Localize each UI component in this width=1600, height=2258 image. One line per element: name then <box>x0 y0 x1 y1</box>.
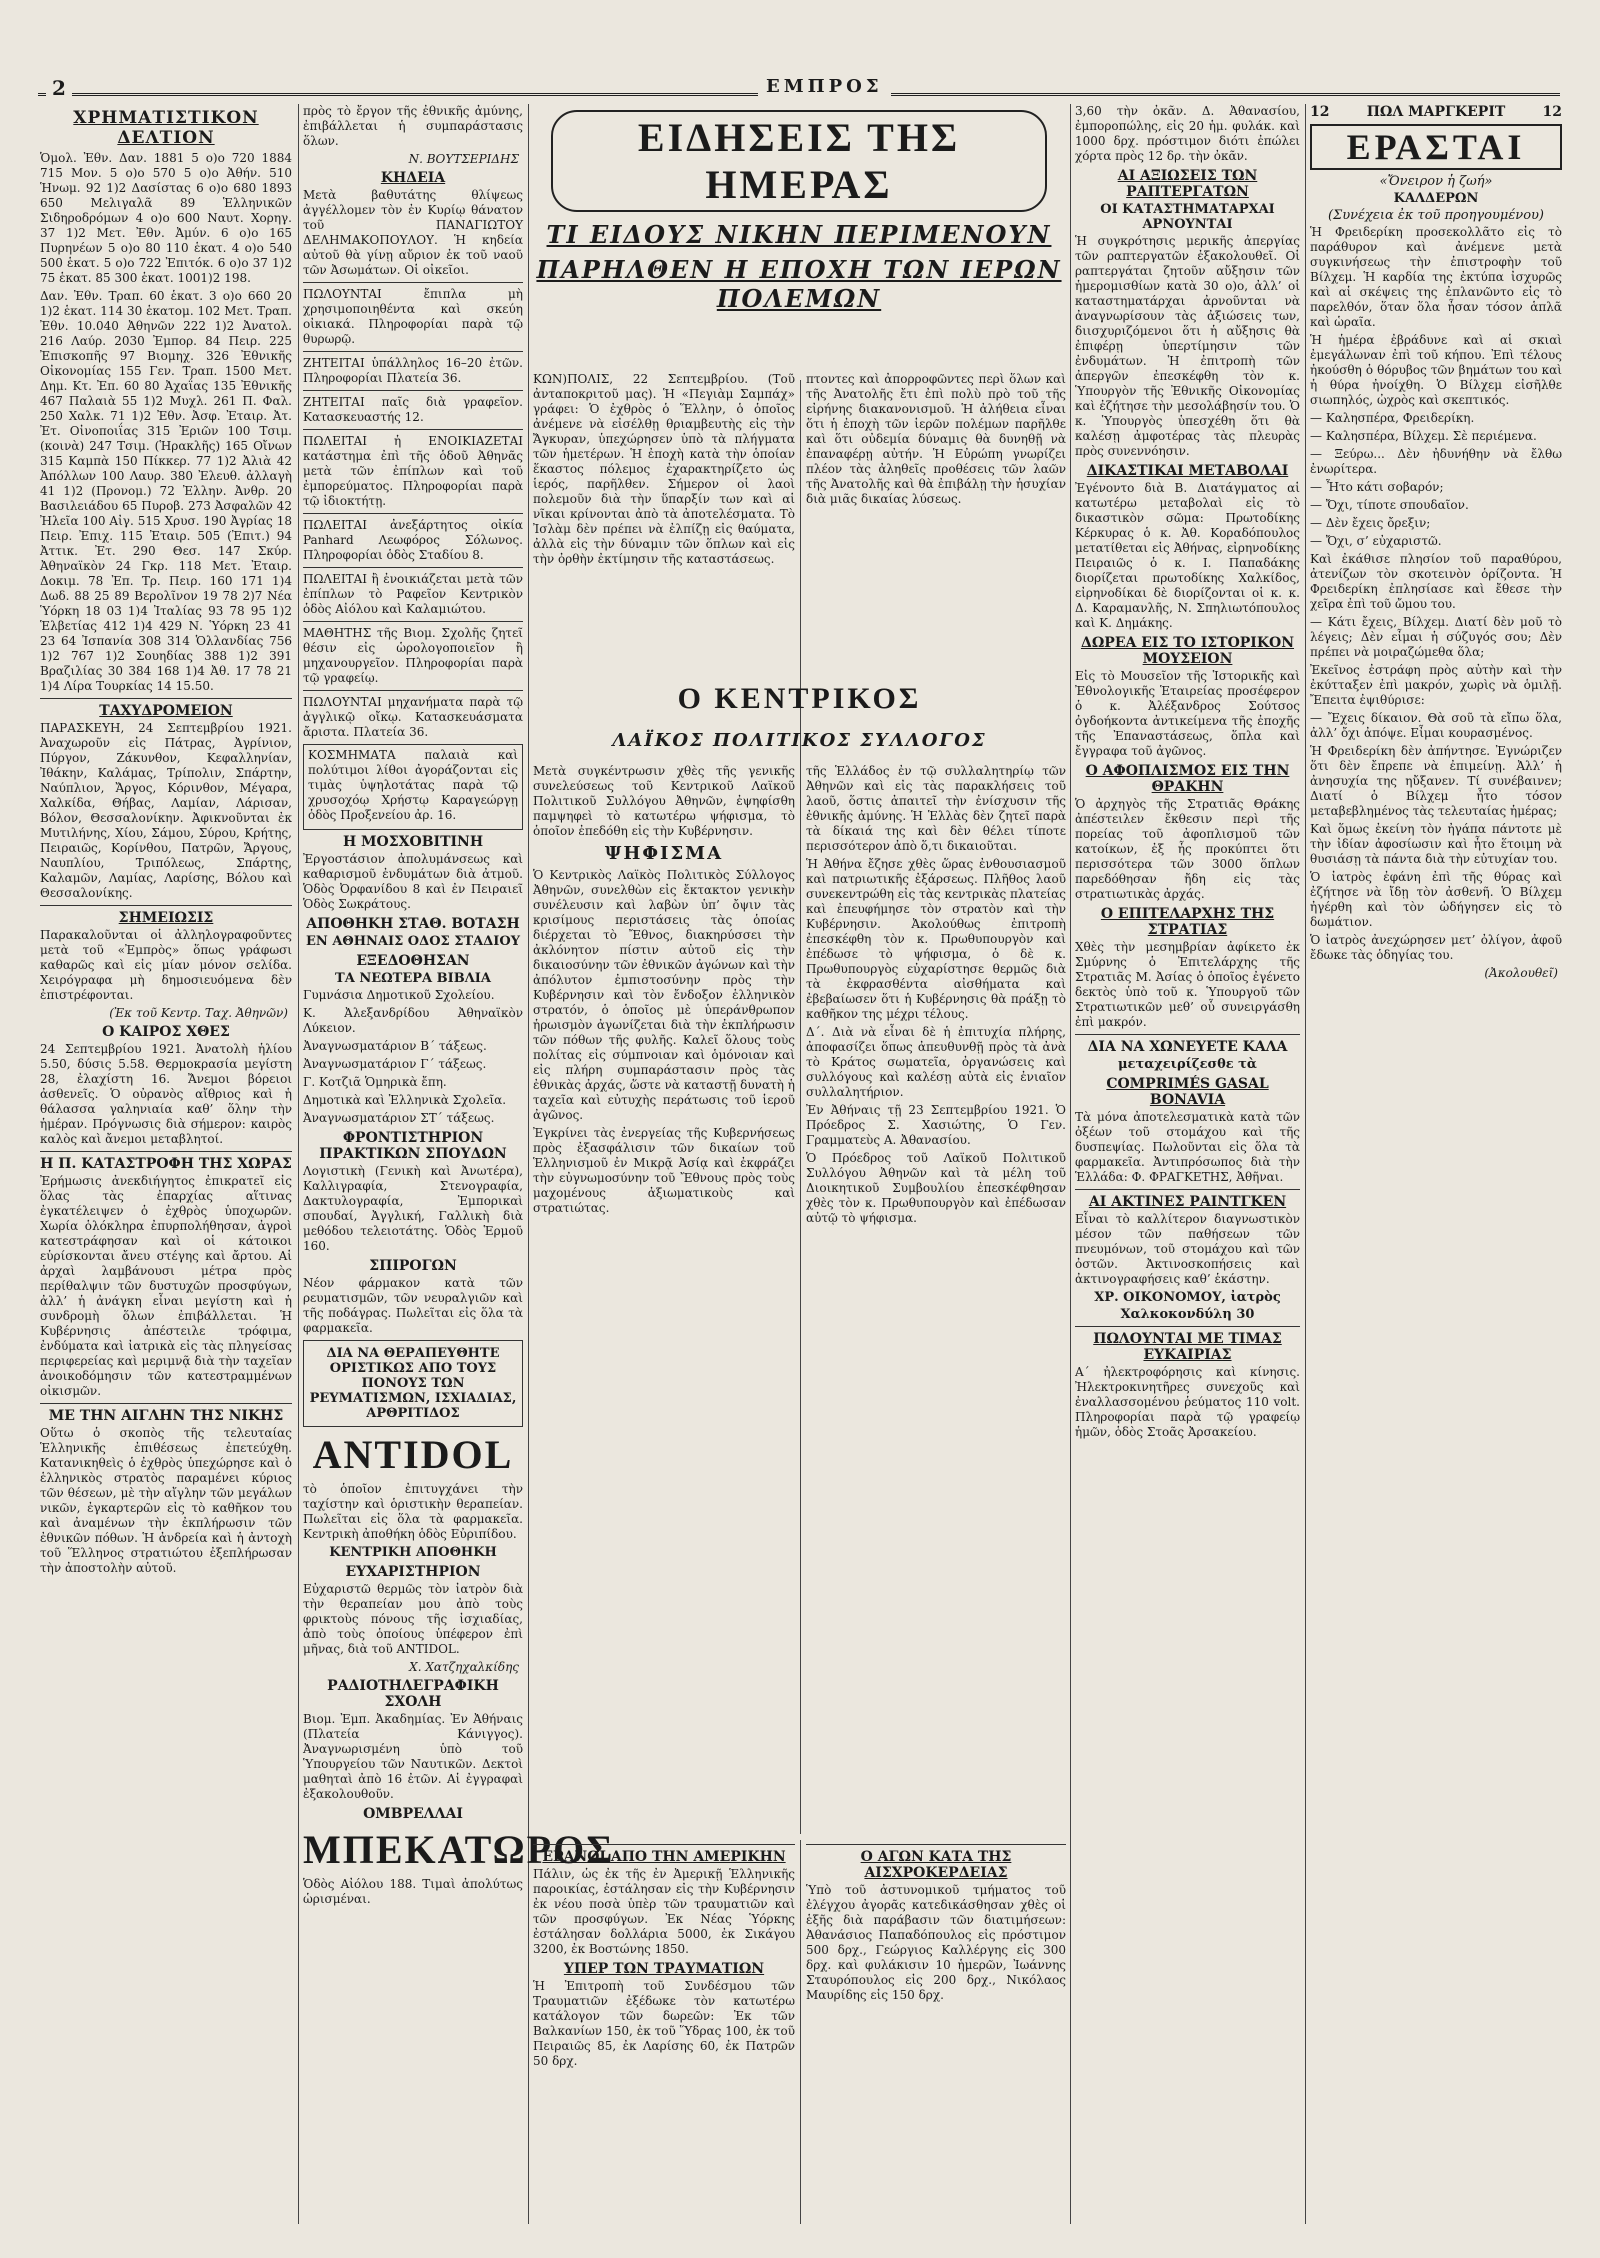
article-text: πτοντες καὶ ἀπορροφῶντες περὶ ὅλων καὶ τῆς Ἀνατολῆς ἔτι ἐπὶ πολὺ πρὸ τοῦ τῆς εἰρήνης διακανονισμοῦ. Ἡ ἀλήθεια εἶναι ὅτι ἡ ἐποχὴ τῶν ἱερῶν πολέμων παρῆλθε καὶ ὅτι οὐδεμία δύναμις θὰ δυνηθῇ νὰ ἐπαναφέρῃ αὐτήν. Ἡ Εὐρώπη γνωρίζει πλέον τὰς ἀληθεῖς προθέσεις τῶν λαῶν τῆς Ἀνατολῆς καὶ θὰ ἐπιβάλῃ τὴν ἡσυχίαν διὰ μιᾶς δικαίας λύσεως. <box>806 372 1066 506</box>
signature: Ν. ΒΟΥΤΣΕΡΙΔΗΣ <box>408 152 519 166</box>
article-text: ΚΩΝ)ΠΟΛΙΣ, 22 Σεπτεμβρίου. (Τοῦ ἀνταποκριτοῦ μας). Ἡ «Πεγιὰμ Σαμπάχ» γράφει: Ὁ ἐχθρὸς ὁ Ἕλλην, ὁ ὁποῖος ἀνέμενε νὰ εἰσέλθῃ θριαμβευτὴς εἰς τὴν Ἄγκυραν, ὑπεχώρησεν ὑπὸ τὰ πλήγματα τῶν ἡμετέρων. Ἡ ἐποχὴ κατὰ τὴν ὁποίαν ἕκαστος πόλεμος ἐχαρακτηρίζετο ὡς ἱερός, παρῆλθεν. Σήμερον οἱ λαοὶ πολεμοῦν διὰ τὴν ὕπαρξίν των καὶ αἱ νῖκαι κρίνονται ἀπὸ τὰ ἀποτελέσματα. Τὸ Ἰσλὰμ δὲν πρέπει νὰ ἐλπίζῃ εἰς θαύματα, ἀλλὰ εἰς τὴν δύναμιν τῶν ὅπλων καὶ εἰς τὴν ὀρθὴν ἐκτίμησιν τῆς καταστάσεως. <box>533 372 795 566</box>
headline-central-store: ΚΕΝΤΡΙΚΗ ΑΠΟΘΗΚΗ <box>329 1545 497 1560</box>
ad-text: Α΄ ἠλεκτροφόρησις καὶ κίνησις. Ἠλεκτροκινητῆρες συνεχοῦς καὶ ἐναλλασσομένου ῥεύματος 110 volt. Πληροφορίαι παρὰ τῷ γραφείῳ ἡμῶν, ὁδὸς Στοᾶς Ἀρσακείου. <box>1075 1365 1300 1439</box>
book-item: Γυμνάσια Δημοτικοῦ Σχολείου. <box>303 988 495 1002</box>
divider <box>303 690 523 691</box>
antidol-brand: ANTIDOL <box>312 1432 514 1477</box>
address-line: ΕΝ ΑΘΗΝΑΙΣ ΟΔΟΣ ΣΤΑΔΙΟΥ <box>306 934 520 949</box>
classified-ad: ΖΗΤΕΙΤΑΙ παῖς διὰ γραφεῖον. Κατασκευαστής 12. <box>303 395 523 424</box>
headline-moschovitini: Η ΜΟΣΧΟΒΙΤΙΝΗ <box>342 834 484 850</box>
subheadline-new-books: ΤΑ ΝΕΩΤΕΡΑ ΒΙΒΛΙΑ <box>335 971 491 986</box>
club-header <box>533 676 1066 728</box>
article-text: Πάλιν, ὡς ἐκ τῆς ἐν Ἀμερικῇ Ἑλληνικῆς παροικίας, ἐστάλησαν εἰς τὴν Κυβέρνησιν ἐκ νέου ποσὰ ὑπὲρ τῶν τραυματιῶν καὶ τῶν προσφύγων. Ἐκ Νέας Ὑόρκης ἐστάλησαν δολλάρια 5000, ἐκ Σικάγου 3200, ἐκ Βοστώνης 1850. <box>533 1867 795 1956</box>
headline-xrays: ΑΙ ΑΚΤΙΝΕΣ ΡΑΙΝΤΓΚΕΝ <box>1088 1194 1287 1210</box>
divider <box>303 567 523 568</box>
serial-continuation: (Συνέχεια ἐκ τοῦ προηγουμένου) <box>1327 208 1545 223</box>
banner-title: ΕΙΔΗΣΕΙΣ ΤΗΣ ΗΜΕΡΑΣ <box>551 110 1047 212</box>
serial-to-be-continued: (Ἀκολουθεῖ) <box>1484 966 1558 980</box>
classified-ad: ΠΩΛΕΙΤΑΙ ἀνεξάρτητος οἰκία Panhard Λεωφόρος Σόλωνος. Πληροφορίαι ὁδὸς Σταδίου 8. <box>303 518 523 562</box>
headline-glory-of-victory: ΜΕ ΤΗΝ ΑΙΓΛΗΝ ΤΗΣ ΝΙΚΗΣ <box>48 1408 284 1424</box>
bekatoros-brand: ΜΠΕΚΑΤΩΡΟΣ <box>303 1827 615 1872</box>
page-number: 2 <box>46 76 72 100</box>
headline-digestion: ΔΙΑ ΝΑ ΧΩΝΕΥΕΤΕ ΚΑΛΑ <box>1087 1039 1288 1055</box>
book-item: Ἀναγνωσματάριον Γ΄ τάξεως. <box>303 1057 487 1071</box>
doctor-name: ΧΡ. ΟΙΚΟΝΟΜΟΥ, ἰατρὸς <box>1094 1290 1281 1305</box>
column-rule <box>1305 104 1306 2224</box>
divider <box>303 513 523 514</box>
signature: Χ. Χατζηχαλκίδης <box>409 1660 519 1674</box>
headline-america-donations: ΕΡΑΝΟΙ ΑΠΟ ΤΗΝ ΑΜΕΡΙΚΗΝ <box>542 1849 786 1865</box>
article-text: Ὁ Κεντρικὸς Λαϊκὸς Πολιτικὸς Σύλλογος Ἀθηνῶν, συνελθὼν εἰς ἔκτακτον γενικὴν συνέλευσιν καὶ λαβὼν ὑπ’ ὄψιν τὰς κρισίμους περιστάσεις τὰς ὁποίας διέρχεται τὸ Ἔθνος, διακηρύσσει τὴν ἀκλόνητον πίστιν αὐτοῦ εἰς τὴν δικαιοσύνην τῶν ἐθνικῶν ἀγώνων καὶ τὴν ἀπόλυτον ἐμπιστοσύνην πρὸς τὴν Κυβέρνησιν καὶ τὸν ἔνδοξον ἑλληνικὸν στρατόν, ὁ ὁποῖος μὲ ὑπεράνθρωπον ἡρωισμὸν ἀγωνίζεται διὰ τὴν ἐκπλήρωσιν τῶν πόθων τῆς φυλῆς. Καλεῖ ὅλους τοὺς πολίτας εἰς σύμπνοιαν καὶ ὁμόνοιαν καὶ εἰς πλήρη συμπαράστασιν πρὸς τὰς ἐθνικὰς ἀρχάς, ὥστε νὰ καταστῇ δυνατὴ ἡ ταχεῖα καὶ εὐτυχὴς περάτωσις τοῦ ἱεροῦ ἀγῶνος. <box>533 868 795 1122</box>
headline-funeral: ΚΗΔΕΙΑ <box>380 170 446 186</box>
ad-text: Νέον φάρμακον κατὰ τῶν ρευματισμῶν, τῶν νευραλγιῶν καὶ τῆς ποδάγρας. Πωλεῖται εἰς ὅλα τὰ φαρμακεῖα. <box>303 1276 523 1335</box>
column-rule <box>1070 104 1071 2224</box>
headline-practical-studies: ΦΡΟΝΤΙΣΤΗΡΙΟΝ ΠΡΑΚΤΙΚΩΝ ΣΠΟΥΔΩΝ <box>319 1130 507 1162</box>
serial-dialogue: — Καλησπέρα, Φρειδερίκη. <box>1310 411 1475 425</box>
article-text: Ὁ ἀρχηγὸς τῆς Στρατιᾶς Θράκης ἀπέστειλεν ἔκθεσιν περὶ τῆς πορείας τοῦ ἀφοπλισμοῦ τῶν κατοίκων, ἐξ ἧς προκύπτει ὅτι περισσότερα τῶν 3000 ὅπλων παρεδόθησαν ἤδη εἰς τὰς στρατιωτικὰς ἀρχάς. <box>1075 797 1300 901</box>
headline-stock-bulletin: ΧΡΗΜΑΤΙΣΤΙΚΟΝ ΔΕΛΤΙΟΝ <box>73 108 259 148</box>
serial-title: ΕΡΑΣΤΑΙ <box>1310 124 1562 170</box>
ad-text: Ἐργοστάσιον ἀπολυμάνσεως καὶ καθαρισμοῦ ἐνδυμάτων διὰ ἀτμοῦ. Ὁδὸς Ὀρφανίδου 8 καὶ ἐν Πειραιεῖ Ὁδὸς Σωκράτους. <box>303 852 523 911</box>
classified-ad: ΠΩΛΕΙΤΑΙ ἡ ΕΝΟΙΚΙΑΖΕΤΑΙ κατάστημα ἐπὶ τῆς ὁδοῦ Ἀθηνᾶς μετὰ τῶν ἐπίπλων καὶ τοῦ ἐμπορεύματος. Πληροφορίαι παρὰ τῷ ἰδιοκτήτῃ. <box>303 434 523 508</box>
headline-umbrellas: ΟΜΒΡΕΛΛΑΙ <box>363 1806 463 1822</box>
headline-judicial-changes: ΔΙΚΑΣΤΙΚΑΙ ΜΕΤΑΒΟΛΑΙ <box>1086 463 1289 479</box>
headline-published: ΕΞΕΔΟΘΗΣΑΝ <box>356 953 470 969</box>
banner-headline-holy-wars: ΠΑΡΗΛΘΕΝ Η ΕΠΟΧΗ ΤΩΝ ΙΕΡΩΝ ΠΟΛΕΜΩΝ <box>536 255 1062 313</box>
divider <box>303 621 523 622</box>
serial-text: Ὁ ἰατρὸς ἐφάνη ἐπὶ τῆς θύρας καὶ ἐζήτησε νὰ ἴδῃ τὸν ἀσθενῆ. Ὁ Βίλχεμ ἠγέρθη καὶ τὸν ὡδήγησεν εἰς τὸ δωμάτιον. <box>1310 870 1562 929</box>
serial-text: Ἐκεῖνος ἐστράφη πρὸς αὐτὴν καὶ τὴν ἐκύτταξεν ἐπὶ μακρόν, χωρὶς νὰ ὁμιλῇ. Ἔπειτα ἐψιθύρισε: <box>1310 663 1562 707</box>
news-of-the-day-banner <box>531 104 1067 364</box>
serial-text: Ὁ ἰατρὸς ἀνεχώρησεν μετ’ ὀλίγον, ἀφοῦ ἔδωκε τὰς ὁδηγίας του. <box>1310 933 1562 962</box>
serial-text: Ἡ Φρειδερίκη δὲν ἀπήντησε. Ἐγνώριζεν ὅτι δὲν ἔπρεπε νὰ ἐπιμείνῃ. Ἀλλ’ ἡ ἀνησυχία της ηὔξανεν. Τί συνέβαινεν; Διατί ὁ Βίλχεμ ἦτο τόσον μεταβεβλημένος τὰς τελευταίας ἡμέρας; <box>1310 744 1562 818</box>
book-item: Ἀναγνωσματάριον ΣΤ΄ τάξεως. <box>303 1111 495 1125</box>
article-text: 24 Σεπτεμβρίου 1921. Ἀνατολὴ ἡλίου 5.50, δύσις 5.58. Θερμοκρασία μεγίστη 28, ἐλαχίστη 16. Ἄνεμοι βόρειοι ἀσθενεῖς. Ὁ οὐρανὸς αἴθριος καὶ ἡ θάλασσα γαληνιαία καθ’ ὅλην τὴν ἡμέραν. Πρόγνωσις διὰ σήμερον: καιρὸς καλὸς καὶ ἄνεμοι μεταβλητοί. <box>40 1042 292 1146</box>
bottom-left-block <box>533 1840 795 2224</box>
divider <box>40 905 292 906</box>
rheumatism-ad-box <box>303 1340 523 1427</box>
divider <box>40 1403 292 1404</box>
divider <box>303 429 523 430</box>
divider <box>1075 1189 1300 1190</box>
serial-translator: ΚΑΛΔΕΡΩΝ <box>1393 191 1479 206</box>
club-left-column <box>533 764 795 1834</box>
divider <box>40 698 292 699</box>
club-subheader <box>533 730 1066 760</box>
ad-text: Τὰ μόνα ἀποτελεσματικὰ κατὰ τῶν ὀξέων τοῦ στομάχου καὶ τῆς δυσπεψίας. Πωλοῦνται εἰς ὅλα τὰ φαρμακεῖα. Ἀντιπρόσωπος διὰ τὴν Ἑλλάδα: Φ. ΦΡΑΓΚΕΤΗΣ, Ἀθῆναι. <box>1075 1110 1300 1184</box>
article-text: Δαν. Ἐθν. Τραπ. 60 ἑκατ. 3 ο)ο 660 20 1)2 ἑκατ. 114 30 ἑκατομ. 102 Μετ. Τραπ. Ἐθν. 10.040 Ἀθηνῶν 222 1)2 Ἀνατολ. 216 Λαύρ. 2030 Ἐμπορ. 84 Πειρ. 225 Ἐπισκοπῆς 97 Βιομηχ. 326 Ἐθνικῆς Οἰκονομίας 155 Γεν. Τραπ. 1500 Μετ. Δημ. Κτ. Ἐπ. 60 80 Ἀχαΐας 135 Ἐθνικῆς 467 Παλαιὰ 55 1)2 Μυχλ. 261 Π. Φαλ. 250 Χαλκ. 71 1)2 Ἐθν. Ἀσφ. Ἐταιρ. Ἀτ. Ἐτ. Οἰνοποιΐας 315 Ἐριῶν 100 Τσιμ. (κοινὰ) 247 Τσιμ. (Ἡρακλῆς) 165 Οἴνων 315 Καμπὰ 150 Πίκκερ. 77 1)2 Ἀλιὰ 42 Ἀπόλλων 100 Λαυρ. 380 Ἐλευθ. ἀλλαγὴ 41 1)2 (Προνομ.) 72 Ἐλλην. Ἀνθρ. 20 Βασιλειάδου 65 Πυροβ. 273 Ἀσφαλῶν 42 Ἠλεῖα 100 Αἰγ. 515 Χρυσ. 190 Ἀγρίας 18 Πειρ. Ἐπιχ. 115 Ἐταιρ. 505 (Ἐπιτ.) 94 Ἀττικ. Ἐτ. 290 Θεσ. 147 Σκύρ. Ἀθηναϊκὸν 24 Γκρ. 118 Μετ. Ἐταιρ. Δοκιμ. 78 Ἐπ. Τρ. Πειρ. 160 171 1)4 Δωδ. 88 25 89 Βερολῖνον 19 78 2)7 Νέα Ὑόρκη 18 03 1)4 Ἰταλίας 93 78 95 1)2 Ἑλβετίας 412 1)4 429 Ν. Ὑόρκη 23 41 23 64 Ἰσπανία 308 314 Ὁλλανδίας 756 1)2 767 1)2 Σουηδίας 388 1)2 391 Βραζιλίας 30 384 168 1)4 Ἀθ. 17 78 21 1)4 Λίρα Τουρκίας 14 15.50. <box>40 289 292 693</box>
headline-note: ΣΗΜΕΙΩΣΙΣ <box>118 910 214 926</box>
headline-resolution: ΨΗΦΙΣΜΑ <box>604 843 724 864</box>
article-text: ΠΑΡΑΣΚΕΥΗ, 24 Σεπτεμβρίου 1921. Ἀναχωροῦν εἰς Πάτρας, Ἀγρίνιον, Πύργον, Ζάκυνθον, Κεφαλληνίαν, Ἰθάκην, Καλάμας, Τρίπολιν, Σπάρτην, Ναύπλιον, Ἄργος, Κόρινθον, Μέγαρα, Χαλκίδα, Θήβας, Λαμίαν, Λάρισαν, Βόλον, Θεσσαλονίκην. Ἀφικνοῦνται ἐκ Μυτιλήνης, Χίου, Σάμου, Σύρου, Κρήτης, Πειραιῶς, Κορίνθου, Πατρῶν, Ἄργους, Ναυπλίου, Τριπόλεως, Σπάρτης, Καλαμῶν, Λαμίας, Λαρίσης, Βόλου καὶ Θεσσαλονίκης. <box>40 721 292 900</box>
divider <box>806 1844 1066 1845</box>
headline-thanks: ΕΥΧΑΡΙΣΤΗΡΙΟΝ <box>345 1564 481 1580</box>
headline-spirogon: ΣΠΙΡΟΓΩΝ <box>369 1258 457 1274</box>
article-text: Ἐγένοντο διὰ Β. Διατάγματος αἱ κατωτέρω μεταβολαὶ εἰς τὸ δικαστικὸν σῶμα: Πρωτοδίκης Κέρκυρας ὁ κ. Ἀθ. Κοραδόπουλος μετατίθεται εἰς Ἀθήνας, εἰρηνοδίκης Πειραιῶς ὁ κ. Ι. Παπαδάκης διορίζεται πρωτοδίκης Χαλκίδος, εἰρηνοδίκαι δὲ διορίζονται οἱ κ. κ. Δ. Καραμανλῆς, Ν. Σπηλιωτόπουλος καὶ Κ. Δημάκης. <box>1075 481 1300 630</box>
bottom-right-block <box>806 1840 1066 2224</box>
column-rule <box>528 104 529 2224</box>
book-item: Δημοτικὰ καὶ Ἑλληνικὰ Σχολεῖα. <box>303 1093 507 1107</box>
newspaper-name: ΕΜΠΡΟΣ <box>758 76 891 97</box>
book-item: Ἀναγνωσματάριον Β΄ τάξεως. <box>303 1039 487 1053</box>
headline-museum-donation: ΔΩΡΕΑ ΕΙΣ ΤΟ ΙΣΤΟΡΙΚΟΝ ΜΟΥΣΕΙΟΝ <box>1080 635 1295 667</box>
article-text: Μετὰ βαθυτάτης θλίψεως ἀγγέλλομεν τὸν ἐν Κυρίῳ θάνατον τοῦ ΠΑΝΑΓΙΩΤΟΥ ΔΕΛΗΜΑΚΟΠΟΥΛΟΥ. Ἡ κηδεία αὐτοῦ θὰ γίνῃ αὔριον ἐκ τοῦ ναοῦ τῶν Ἀσωμάτων. Οἱ οἰκεῖοι. <box>303 188 523 277</box>
column-5 <box>1075 104 1300 2224</box>
serial-text: Ἡ Φρειδερίκη προσεκολλᾶτο εἰς τὸ παράθυρον καὶ ἀνέμενε μετὰ συγκινήσεως τὴν ἐπιστροφὴν τοῦ Βίλχεμ. Ἡ καρδία της ἐκτύπα ἰσχυρῶς καὶ αἱ σκέψεις της ἐπλανῶντο εἰς τὸ παρελθόν, ὅταν ὅλα ἦσαν τόσον ἁπλᾶ καὶ ὡραῖα. <box>1310 225 1562 329</box>
serial-dialogue: — Ὄχι, σ’ εὐχαριστῶ. <box>1310 534 1442 548</box>
classified-ad: ΜΑΘΗΤΗΣ τῆς Βιομ. Σχολῆς ζητεῖ θέσιν εἰς ὡρολογοποιεῖον ἢ μηχανουργεῖον. Πληροφορίαι παρὰ τῷ γραφείῳ. <box>303 626 523 685</box>
classified-ad: ΠΩΛΕΙΤΑΙ ἢ ἐνοικιάζεται μετὰ τῶν ἐπίπλων τὸ Ραφεῖον Κεντρικὸν ὁδὸς Αἰόλου καὶ Καλαμιώτου. <box>303 572 523 616</box>
subheadline-central-club: ΛΑΪΚΟΣ ΠΟΛΙΤΙΚΟΣ ΣΥΛΛΟΓΟΣ <box>612 730 987 751</box>
article-text: Ὁ Πρόεδρος τοῦ Λαϊκοῦ Πολιτικοῦ Συλλόγου Ἀθηνῶν καὶ τὰ μέλη τοῦ Διοικητικοῦ Συμβουλίου ἐπεσκέφθησαν χθὲς τὸν κ. Πρωθυπουργὸν καὶ ἐπέδωσαν αὐτῷ τὸ ψήφισμα. <box>806 1151 1066 1225</box>
serial-dialogue: — Ὄχι, τίποτε σπουδαῖον. <box>1310 498 1469 512</box>
jewelry-ad-box <box>303 744 523 830</box>
ad-text: Ὁδὸς Αἰόλου 188. Τιμαὶ ἀπολύτως ὡρισμέναι. <box>303 1877 523 1906</box>
serial-dialogue: — Δὲν ἔχεις ὄρεξιν; <box>1310 516 1431 530</box>
serial-dialogue: — Ἦτο κάτι σοβαρόν; <box>1310 480 1444 494</box>
article-text: Ἐρήμωσις ἀνεκδιήγητος ἐπικρατεῖ εἰς ὅλας τὰς ἐπαρχίας αἵτινας ἐγκατέλειψεν ὁ ἐχθρὸς ὑποχωρῶν. Χωρία ὁλόκληρα ἐπυρπολήθησαν, ἀγροὶ κατεστράφησαν καὶ οἱ κάτοικοι εὑρίσκονται ἄνευ στέγης καὶ ἄρτου. Αἱ ἀρχαὶ λαμβάνουσι μέτρα πρὸς περίθαλψιν τῶν δυστυχῶν προσφύγων, ἀλλ’ ἡ ἀνάγκη εἶναι μεγίστη καὶ ἡ συνδρομὴ ὅλων ἐπιβάλλεται. Ἡ Κυβέρνησις ἀπέστειλε τρόφιμα, ἐνδύματα καὶ ἰατρικὰ εἰς τὰς πληγείσας περιφερείας καὶ μεριμνᾷ διὰ τὴν ταχεῖαν ἀνοικοδόμησιν τῶν κατεστραμμένων οἰκισμῶν. <box>40 1174 292 1398</box>
serial-text: — Ἔχεις δίκαιον. Θὰ σοῦ τὰ εἴπω ὅλα, ἀλλ’ ὄχι ἀπόψε. Εἶμαι κουρασμένος. <box>1310 711 1562 740</box>
headline-country-destruction: Η Π. ΚΑΤΑΣΤΡΟΦΗ ΤΗΣ ΧΩΡΑΣ <box>40 1156 292 1172</box>
column-rule <box>298 104 299 2224</box>
headline-central-club: Ο ΚΕΝΤΡΙΚΟΣ <box>677 682 922 715</box>
serial-number: 12 <box>1542 104 1562 120</box>
serial-text: Ἡ ἡμέρα ἐβράδυνε καὶ αἱ σκιαὶ ἐμεγάλωναν ἐπὶ τοῦ κήπου. Ἐπὶ τέλους ἠκούσθη ὁ θόρυβος τῶν βημάτων του καὶ ἡ θύρα ἠνοίχθη. Ὁ Βίλχεμ εἰσῆλθε σιωπηλός, ὠχρὸς καὶ σκεπτικός. <box>1310 333 1562 407</box>
article-text: Δ΄. Διὰ νὰ εἶναι δὲ ἡ ἐπιτυχία πλήρης, ἀποφασίζει ὅπως ἀπευθυνθῇ πρὸς τὰ ἀνὰ τὸ Κράτος σωματεῖα, ὀργανώσεις καὶ συλλόγους καὶ καλέσῃ αὐτὰ εἰς ἐνιαῖον συλλαλητήριον. <box>806 1025 1066 1099</box>
article-text: 3,60 τὴν ὀκᾶν. Δ. Ἀθανασίου, ἐμποροπώλης, εἰς 20 ἡμ. φυλάκ. καὶ 1000 δρχ. πρόστιμον διότι ἐπώλει χόρτα πρὸς 12 δρ. τὴν ὀκᾶν. <box>1075 104 1300 163</box>
article-text: Χθὲς τὴν μεσημβρίαν ἀφίκετο ἐκ Σμύρνης ὁ Ἐπιτελάρχης τῆς Στρατιᾶς Μ. Ἀσίας ὁ ὁποῖος ἐγένετο δεκτὸς ὑπὸ τοῦ κ. Ὑπουργοῦ τῶν Στρατιωτικῶν μεθ’ οὗ συνειργάσθη ἐπὶ μακρόν. <box>1075 940 1300 1029</box>
divider <box>1075 1326 1300 1327</box>
book-item: Κ. Ἀλεξανδρίδου Ἀθηναϊκὸν Λύκειον. <box>303 1006 523 1035</box>
ad-line: μεταχειρίζεσθε τὰ <box>1118 1057 1257 1072</box>
headline-tailors-demands: ΑΙ ΑΞΙΩΣΕΙΣ ΤΩΝ ΡΑΠΤΕΡΓΑΤΩΝ <box>1117 168 1258 200</box>
headline-disarmament-thrace: Ο ΑΦΟΠΛΙΣΜΟΣ ΕΙΣ ΤΗΝ ΘΡΑΚΗΝ <box>1085 763 1290 795</box>
headline-radio-school: ΡΑΔΙΟΤΗΛΕΓΡΑΦΙΚΗ ΣΧΟΛΗ <box>327 1678 499 1710</box>
article-text: Ἡ Ἐπιτροπὴ τοῦ Συνδέσμου τῶν Τραυματιῶν ἐξέδωκε τὸν κατωτέρω κατάλογον τῶν δωρεῶν: Ἐκ τῶν Βαλκανίων 150, ἐκ τοῦ Ὕδρας 100, ἐκ τοῦ Πειραιῶς 85, ἐκ Λαρίσης 60, ἐκ Πατρῶν 50 δρχ. <box>533 1979 795 2068</box>
classified-ad: ΠΩΛΟΥΝΤΑΙ ἔπιπλα μὴ χρησιμοποιηθέντα καὶ σκεύη οἰκιακά. Πληροφορίαι παρὰ τῷ θυρωρῷ. <box>303 287 523 346</box>
column-rule <box>800 1840 801 2224</box>
serial-dialogue: — Καλησπέρα, Βίλχεμ. Σὲ περιέμενα. <box>1310 429 1537 443</box>
article-text: Ἡ Ἀθήνα ἔζησε χθὲς ὥρας ἐνθουσιασμοῦ καὶ πατριωτικῆς ἐξάρσεως. Πλῆθος λαοῦ συνεκεντρώθη εἰς τὰς κεντρικὰς πλατείας καὶ ἐπευφήμησε τὸν στρατὸν καὶ τὴν Κυβέρνησιν. Ἀκολούθως ἐπιτροπὴ ἐπεσκέφθη τὸν κ. Πρωθυπουργὸν καὶ ἐπέδωσε τὸ ψήφισμα, ὁ δὲ κ. Πρωθυπουργὸς εὐχαρίστησε θερμῶς διὰ τὰ ἐκφρασθέντα αἰσθήματα καὶ ἐβεβαίωσεν ὅτι ἡ Κυβέρνησις θὰ πράξῃ τὸ καθῆκον της μέχρι τέλους. <box>806 857 1066 1021</box>
divider <box>303 351 523 352</box>
ad-text: Εἶναι τὸ καλλίτερον διαγνωστικὸν μέσον τῶν παθήσεων τῶν πνευμόνων, τοῦ στομάχου καὶ τῶν ὀστῶν. Ἀκτινοσκοπήσεις καὶ ἀκτινογραφήσεις καθ’ ἑκάστην. <box>1075 1212 1300 1286</box>
serial-text: Καὶ ὅμως ἐκείνη τὸν ἠγάπα πάντοτε μὲ τὴν ἰδίαν ἀφοσίωσιν καὶ ἦτο ἕτοιμη νὰ θυσιάσῃ τὰ πάντα διὰ τὴν εὐτυχίαν του. <box>1310 822 1562 866</box>
serial-author: ΠΩΛ ΜΑΡΓΚΕΡΙΤ <box>1366 104 1506 120</box>
headline-warehouse: ΑΠΟΘΗΚΗ ΣΤΑΘ. ΒΟΤΑΣΗ <box>306 916 520 932</box>
doctor-address: Χαλκοκονδύλη 30 <box>1120 1307 1255 1322</box>
serial-header <box>1310 104 1562 120</box>
headline-bargain-sale: ΠΩΛΟΥΝΤΑΙ ΜΕ ΤΙΜΑΣ ΕΥΚΑΙΡΙΑΣ <box>1093 1331 1282 1363</box>
classified-ad: ΖΗΤΕΙΤΑΙ ὑπάλληλος 16–20 ἐτῶν. Πληροφορίαι Πλατεία 36. <box>303 356 523 385</box>
classified-ad: ΠΩΛΟΥΝΤΑΙ μηχανήματα παρὰ τῷ ἀγγλικῷ οἴκῳ. Κατασκευάσματα ἄριστα. Πλατεία 36. <box>303 695 523 739</box>
headline-profiteering: Ο ΑΓΩΝ ΚΑΤΑ ΤΗΣ ΑΙΣΧΡΟΚΕΡΔΕΙΑΣ <box>860 1849 1012 1881</box>
subheadline-shopkeepers: ΟΙ ΚΑΤΑΣΤΗΜΑΤΑΡΧΑΙ ΑΡΝΟΥΝΤΑΙ <box>1100 202 1275 232</box>
ad-text: Εὐχαριστῶ θερμῶς τὸν ἰατρὸν διὰ τὴν θεραπείαν μου ἀπὸ τοὺς φρικτοὺς πόνους τῆς ἰσχιαδίας, ἀπὸ τοὺς ὁποίους ὑπέφερον ἐπὶ μῆνας, διὰ τοῦ ANTIDOL. <box>303 1582 523 1656</box>
ad-headline: ΔΙΑ ΝΑ ΘΕΡΑΠΕΥΘΗΤΕ ΟΡΙΣΤΙΚΩΣ ΑΠΟ ΤΟΥΣ ΠΟΝΟΥΣ ΤΩΝ ΡΕΥΜΑΤΙΣΜΩΝ, ΙΣΧΙΑΔΙΑΣ, ΑΡΘΡΙΤΙΔΟΣ <box>309 1346 517 1421</box>
column-4-news <box>806 372 1066 672</box>
divider <box>303 282 523 283</box>
book-item: Γ. Κοτζιᾶ Ὁμηρικὰ ἔπη. <box>303 1075 447 1089</box>
article-text: πρὸς τὸ ἔργον τῆς ἐθνικῆς ἀμύνης, ἐπιβάλλεται ἡ συμπαράστασις ὅλων. <box>303 104 523 148</box>
headline-chief-of-staff: Ο ΕΠΙΤΕΛΑΡΧΗΣ ΤΗΣ ΣΤΡΑΤΙΑΣ <box>1100 906 1275 938</box>
article-text: τῆς Ἑλλάδος ἐν τῷ συλλαλητηρίῳ τῶν Ἀθηνῶν καὶ εἰς τὰς παρακλήσεις τοῦ λαοῦ, ὅστις ἀπαιτεῖ τὴν ἐνίσχυσιν τῆς ἐθνικῆς ἀμύνης. Ἡ Ἑλλὰς δὲν ζητεῖ παρὰ τὰ δίκαιά της καὶ δὲν θέλει τίποτε περισσότερον ἀπὸ ὅ,τι δικαιοῦται. <box>806 764 1066 853</box>
headline-weather: Ο ΚΑΙΡΟΣ ΧΘΕΣ <box>102 1024 230 1040</box>
ad-text: Βιομ. Ἐμπ. Ἀκαδημίας. Ἐν Ἀθήναις (Πλατεία Κάνιγγος). Ἀναγνωρισμένη ὑπὸ τοῦ Ὑπουργείου τῶν Ναυτικῶν. Δεκτοὶ μαθηταὶ ἀπὸ 16 ἐτῶν. Αἱ ἐγγραφαὶ ἐξακολουθοῦν. <box>303 1712 523 1801</box>
divider <box>1075 1034 1300 1035</box>
serial-text: Καὶ ἐκάθισε πλησίον τοῦ παραθύρου, ἀτενίζων τὸν σκοτεινὸν ὁρίζοντα. Ἡ Φρειδερίκη ἐπλησίασε καὶ ἔθεσε τὴν χεῖρα ἐπὶ τοῦ ὤμου του. <box>1310 552 1562 611</box>
article-text: Οὕτω ὁ σκοπὸς τῆς τελευταίας Ἑλληνικῆς ἐπιθέσεως ἐπετεύχθη. Κατανικηθεὶς ὁ ἐχθρὸς ὑπεχώρησε καὶ ὁ ἑλληνικὸς στρατὸς παραμένει κύριος τῶν θέσεων, μὲ τὴν αἴγλην τῶν μεγάλων νικῶν, ἐγκαρτερῶν εἰς τὸ καθῆκον του καὶ ἀναμένων τὴν ἐκπλήρωσιν τῶν ἐθνικῶν πόθων. Ἡ ἀνδρεία καὶ ἡ ἀντοχὴ τοῦ Ἕλληνος στρατιώτου ἐξεπλήρωσαν τὴν ἀποστολὴν αὐτοῦ. <box>40 1426 292 1575</box>
serial-subtitle: «Ὄνειρον ἡ ζωή» <box>1379 174 1493 189</box>
source-line: (Ἐκ τοῦ Κεντρ. Ταχ. Ἀθηνῶν) <box>109 1006 288 1020</box>
column-2 <box>303 104 615 2224</box>
article-text: Εἰς τὸ Μουσεῖον τῆς Ἱστορικῆς καὶ Ἐθνολογικῆς Ἑταιρείας προσέφερον ὁ κ. Ἀλέξανδρος Σούτσος ὀγδοήκοντα ἀντικείμενα τῆς ἐποχῆς τῆς Ἐπαναστάσεως, ὅπλα καὶ ἔγγραφα τοῦ ἀγῶνος. <box>1075 669 1300 758</box>
banner-headline-victory: ΤΙ ΕΙΔΟΥΣ ΝΙΚΗΝ ΠΕΡΙΜΕΝΟΥΝ <box>546 220 1052 249</box>
article-text: Παρακαλοῦνται οἱ ἀλληλογραφοῦντες μετὰ τοῦ «Ἐμπρὸς» ὅπως γράφωσι καθαρῶς καὶ εἰς μίαν μόνον σελίδα. Χειρόγραφα μὴ δημοσιευόμενα δὲν ἐπιστρέφονται. <box>40 928 292 1002</box>
divider <box>533 1844 795 1845</box>
column-6-serial <box>1310 104 1562 2224</box>
article-text: Ἐν Ἀθήναις τῇ 23 Σεπτεμβρίου 1921. Ὁ Πρόεδρος Σ. Χασιώτης, Ὁ Γεν. Γραμματεὺς Α. Ἀθανασίου. <box>806 1103 1066 1147</box>
serial-text: — Κάτι ἔχεις, Βίλχεμ. Διατί δὲν μοῦ τὸ λέγεις; Δὲν εἶμαι ἡ σύζυγός σου; Δὲν πρέπει νὰ μοιραζώμεθα ὅλα; <box>1310 615 1562 659</box>
serial-dialogue: — Ξεύρω... Δὲν ἠδυνήθην νὰ ἔλθω ἐνωρίτερα. <box>1310 447 1562 476</box>
article-text: Ὁμολ. Ἐθν. Δαν. 1881 5 ο)ο 720 1884 715 Μον. 5 ο)ο 570 5 ο)ο Ἀθήν. 510 Ἡνωμ. 92 1)2 Δασίστας 6 ο)ο 680 1893 650 Μελιγαλᾶ 89 Ἑλληνικῶν Σιδηροδρόμων 4 ο)ο 600 Ναυτ. Χορηγ. 37 1)2 Μετ. Ἐθν. Ἀμύν. 6 ο)ο 165 Πυρηνέων 5 ο)ο 80 110 ἑκατ. 4 ο)ο 540 500 ἑκατ. 5 ο)ο 722 Ἐπιτόκ. 6 ο)ο 37 1)2 75 ἑκατ. 85 300 ἑκατ. 1001)2 198. <box>40 151 292 285</box>
headline-post-office: ΤΑΧΥΔΡΟΜΕΙΟΝ <box>99 703 233 719</box>
column-1 <box>40 104 292 2224</box>
column-rule <box>800 380 801 1834</box>
ad-text: ΚΟΣΜΗΜΑΤΑ παλαιὰ καὶ πολύτιμοι λίθοι ἀγοράζονται εἰς τιμὰς ὑψηλοτάτας παρὰ τῷ χρυσοχόῳ Χρήστῳ Καραγεώργῃ ὁδὸς Προξενείου ἀρ. 16. <box>308 748 518 822</box>
club-right-column <box>806 764 1066 1834</box>
serial-number: 12 <box>1310 104 1330 120</box>
article-text: Ἐγκρίνει τὰς ἐνεργείας τῆς Κυβερνήσεως πρὸς ἐξασφάλισιν τῶν δικαίων τοῦ Ἑλληνισμοῦ ἐν Μικρᾷ Ἀσίᾳ καὶ ἐκφράζει τὴν εὐγνωμοσύνην τοῦ Ἔθνους πρὸς τοὺς μαχομένους ἀξιωματικοὺς καὶ στρατιώτας. <box>533 1126 795 1215</box>
ad-text: τὸ ὁποῖον ἐπιτυγχάνει τὴν ταχίστην καὶ ὁριστικὴν θεραπείαν. Πωλεῖται εἰς ὅλα τὰ φαρμακεῖα. Κεντρικὴ ἀποθήκη ὁδὸς Εὐριπίδου. <box>303 1482 523 1541</box>
divider <box>40 1151 292 1152</box>
article-text: Ὑπὸ τοῦ ἀστυνομικοῦ τμήματος τοῦ ἐλέγχου ἀγορᾶς κατεδικάσθησαν χθὲς οἱ ἑξῆς διὰ παράβασιν τῶν διατιμήσεων: Ἀθανάσιος Παπαδόπουλος εἰς πρόστιμον 500 δρχ., Γεώργιος Καλλέργης εἰς 300 δρχ. καὶ φυλάκισιν 10 ἡμερῶν, Ἰωάννης Σταυρόπουλος εἰς 200 δρχ., Νικόλαος Μαυρίδης εἰς 150 δρχ. <box>806 1883 1066 2002</box>
masthead <box>38 76 1560 98</box>
headline-for-wounded: ΥΠΕΡ ΤΩΝ ΤΡΑΥΜΑΤΙΩΝ <box>563 1961 765 1977</box>
article-text: Ἡ συγκρότησις μερικῆς ἀπεργίας τῶν ραπτεργατῶν ἐξακολουθεῖ. Οἱ ραπτεργάται ζητοῦν αὔξησιν τῶν ἡμερομισθίων κατὰ 30 ο)ο, ἀλλ’ οἱ καταστηματάρχαι ἀρνοῦνται νὰ ἀναγνωρίσουν τὰς ἀξιώσεις των, διισχυριζόμενοι ὅτι ἡ αὔξησις θὰ ἐπιφέρῃ ὑπερτίμησιν τῶν ἐνδυμάτων. Ἡ ἐπιτροπὴ τῶν ἀπεργῶν ἐπεσκέφθη τὸν κ. Ὑπουργὸν τῆς Ἐθνικῆς Οἰκονομίας καὶ ἐζήτησε τὴν μεσολάβησίν του. Ὁ κ. Ὑπουργὸς ὑπεσχέθη ὅτι θὰ καλέσῃ ἀμφοτέρας τὰς πλευρὰς πρὸς συνεννόησιν. <box>1075 234 1300 458</box>
headline-comprimes: COMPRIMÉS GASAL BONAVIA <box>1106 1076 1269 1108</box>
ad-text: Λογιστικὴ (Γενικὴ καὶ Ἀνωτέρα), Καλλιγραφία, Στενογραφία, Δακτυλογραφία, Ἐμπορικαὶ σπουδαί, Ἀγγλική, Γαλλικὴ διὰ μεθόδου τελειοτάτης. Ὁδὸς Ἑρμοῦ 160. <box>303 1164 523 1253</box>
column-3-news <box>533 372 795 672</box>
divider <box>303 390 523 391</box>
article-text: Μετὰ συγκέντρωσιν χθὲς τῆς γενικῆς συνελεύσεως τοῦ Κεντρικοῦ Λαϊκοῦ Πολιτικοῦ Συλλόγου Ἀθηνῶν, ἐψηφίσθη παμψηφεὶ τὸ κατωτέρω ψήφισμα, τὸ ὁποῖον ἐπεδόθη εἰς τὴν Κυβέρνησιν. <box>533 764 795 838</box>
